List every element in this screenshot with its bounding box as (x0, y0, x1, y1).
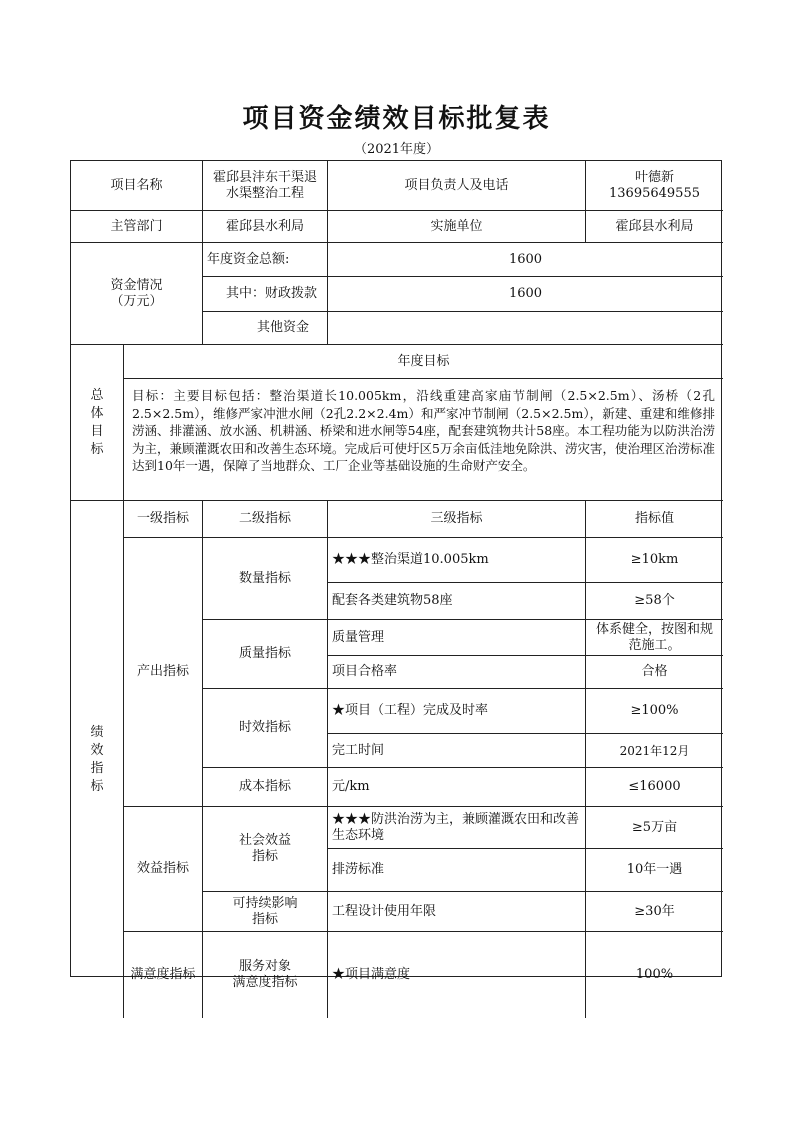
funds-total-value: 1600 (328, 243, 723, 277)
l2-quality: 质量指标 (203, 620, 328, 689)
l2-cost: 成本指标 (203, 768, 328, 807)
funds-label: 资金情况 （万元） (71, 243, 203, 345)
page-title: 项目资金绩效目标批复表 (242, 104, 551, 134)
indicator-name: 工程设计使用年限 (328, 892, 586, 932)
indicator-name: 元/km (328, 768, 586, 807)
indicator-value: 10年一遇 (586, 849, 723, 892)
indicator-value: ≥30年 (586, 892, 723, 932)
funds-fiscal-value: 1600 (328, 277, 723, 312)
project-name-label: 项目名称 (71, 161, 203, 211)
indicator-value: ≥58个 (586, 583, 723, 620)
year-label: （2021年度） (353, 142, 440, 157)
indicator-name: ★★★整治渠道10.005km (328, 538, 586, 583)
indicator-name: 完工时间 (328, 734, 586, 768)
l1-output: 产出指标 (124, 538, 203, 807)
indicator-name: 质量管理 (328, 620, 586, 656)
dept-label: 主管部门 (71, 211, 203, 243)
goal-text: 目标：主要目标包括：整治渠道长10.005km，沿线重建高家庙节制闸（2.5×2.5m）、汤桥（2孔2.5×2.5m），维修严家冲泄水闸（2孔2.2×2.4m）和严家冲节制闸（2.5×2.5m），新建、重建和维修排涝涵、排灌涵、放水涵、机耕涵、桥梁和进水闸等54座，配套建筑物共计58座。本工程功能为以防洪治涝为主，兼顾灌溉农田和改善生态环境。完成后可使圩区5万余亩低洼地免除洪、涝灾害，使治理区治涝标准达到10年一遇，保障了当地群众、工厂企业等基础设施的生命财产安全。 (124, 379, 723, 501)
indicator-value: 100% (635, 967, 674, 982)
l1-benefit: 效益指标 (124, 807, 203, 932)
indicator-value: ≥100% (586, 689, 723, 734)
impl-value: 霍邱县水利局 (586, 211, 723, 243)
l1-satisfaction: 满意度指标 (124, 932, 203, 1018)
indicator-value: 体系健全，按图和规范施工。 (586, 620, 723, 656)
header-l3: 三级指标 (328, 501, 586, 538)
indicator-value: ≥5万亩 (586, 807, 723, 849)
indicator-value: ≤16000 (586, 768, 723, 807)
dept-value: 霍邱县水利局 (203, 211, 328, 243)
perf-label: 绩 效 指 标 (71, 501, 124, 1018)
funds-fiscal-label: 其中：财政拨款 (203, 277, 328, 312)
indicator-name: ★项目（工程）完成及时率 (328, 689, 586, 734)
indicator-name: 项目合格率 (328, 656, 586, 689)
funds-total-label: 年度资金总额: (203, 243, 328, 277)
l2-sustainable: 可持续影响 指标 (203, 892, 328, 932)
approval-table-body (70, 160, 722, 990)
header-l2: 二级指标 (203, 501, 328, 538)
l2-quantity: 数量指标 (203, 538, 328, 620)
l2-satisfaction: 服务对象 满意度指标 (203, 932, 328, 1018)
goal-header: 年度目标 (124, 345, 723, 379)
l2-timeliness: 时效指标 (203, 689, 328, 768)
indicator-value: 合格 (586, 656, 723, 689)
project-name-value: 霍邱县沣东干渠退水渠整治工程 (203, 161, 328, 211)
leader-value: 叶德新 13695649555 (586, 161, 723, 211)
indicator-value: ≥10km (586, 538, 723, 583)
header-value: 指标值 (586, 501, 723, 538)
header-l1: 一级指标 (124, 501, 203, 538)
indicator-value: 2021年12月 (586, 734, 723, 768)
leader-label: 项目负责人及电话 (328, 161, 586, 211)
goal-label: 总 体 目 标 (71, 345, 124, 501)
funds-other-label: 其他资金 (203, 312, 328, 345)
indicator-name: ★★★防洪治涝为主，兼顾灌溉农田和改善生态环境 (328, 807, 586, 849)
indicator-name: 排涝标准 (328, 849, 586, 892)
indicator-name: ★项目满意度 (328, 932, 586, 1018)
funds-other-value (328, 312, 723, 345)
indicator-name: 配套各类建筑物58座 (328, 583, 586, 620)
impl-label: 实施单位 (328, 211, 586, 243)
l2-social: 社会效益 指标 (203, 807, 328, 892)
